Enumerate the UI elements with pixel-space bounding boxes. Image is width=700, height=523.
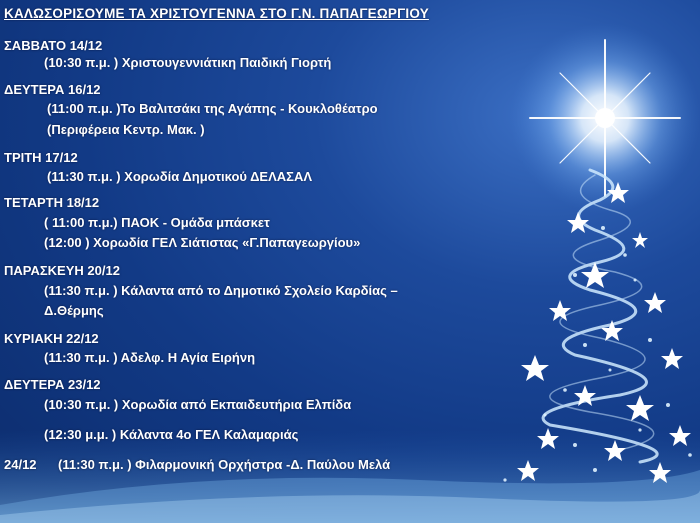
event-item: ( 11:00 π.μ.) ΠΑΟΚ - Ομάδα μπάσκετ (44, 215, 270, 230)
day-heading: ΔΕΥΤΕΡΑ 23/12 (4, 377, 101, 392)
event-item: Δ.Θέρμης (44, 303, 104, 318)
event-item: (10:30 π.μ. ) Χορωδία από Εκπαιδευτήρια Ελπίδα (44, 397, 352, 412)
page-title: ΚΑΛΩΣΟΡΙΣΟΥΜΕ ΤΑ ΧΡΙΣΤΟΥΓΕΝΝΑ ΣΤΟ Γ.Ν. ΠΑΠΑΓΕΩΡΓΙΟΥ (4, 6, 429, 21)
event-item: (Περιφέρεια Κεντρ. Μακ. ) (47, 122, 205, 137)
day-heading: ΣΑΒΒΑΤΟ 14/12 (4, 38, 103, 53)
event-item: (11:30 π.μ. ) Κάλαντα από το Δημοτικό Σχολείο Καρδίας – (44, 283, 398, 298)
event-item: (12:00 ) Χορωδία ΓΕΛ Σιάτιστας «Γ.Παπαγεωργίου» (44, 235, 361, 250)
event-item: (10:30 π.μ. ) Χριστουγεννιάτικη Παιδική Γιορτή (44, 55, 332, 70)
day-heading: ΔΕΥΤΕΡΑ 16/12 (4, 82, 101, 97)
day-heading: ΤΕΤΑΡΤΗ 18/12 (4, 195, 100, 210)
event-item: (11:30 π.μ. ) Φιλαρμονική Ορχήστρα -Δ. Παύλου Μελά (58, 457, 391, 472)
event-item: (12:30 μ.μ. ) Κάλαντα 4ο ΓΕΛ Καλαμαριάς (44, 427, 299, 442)
day-heading: 24/12 (4, 457, 37, 472)
day-heading: ΚΥΡΙΑΚΗ 22/12 (4, 331, 99, 346)
event-item: (11:30 π.μ. ) Αδελφ. Η Αγία Ειρήνη (44, 350, 256, 365)
event-item: (11:00 π.μ. )Το Βαλιτσάκι της Αγάπης - Κουκλοθέατρο (47, 101, 378, 116)
day-heading: ΠΑΡΑΣΚΕΥΗ 20/12 (4, 263, 120, 278)
day-heading: ΤΡΙΤΗ 17/12 (4, 150, 78, 165)
event-item: (11:30 π.μ. ) Χορωδία Δημοτικού ΔΕΛΑΣΑΛ (47, 169, 313, 184)
